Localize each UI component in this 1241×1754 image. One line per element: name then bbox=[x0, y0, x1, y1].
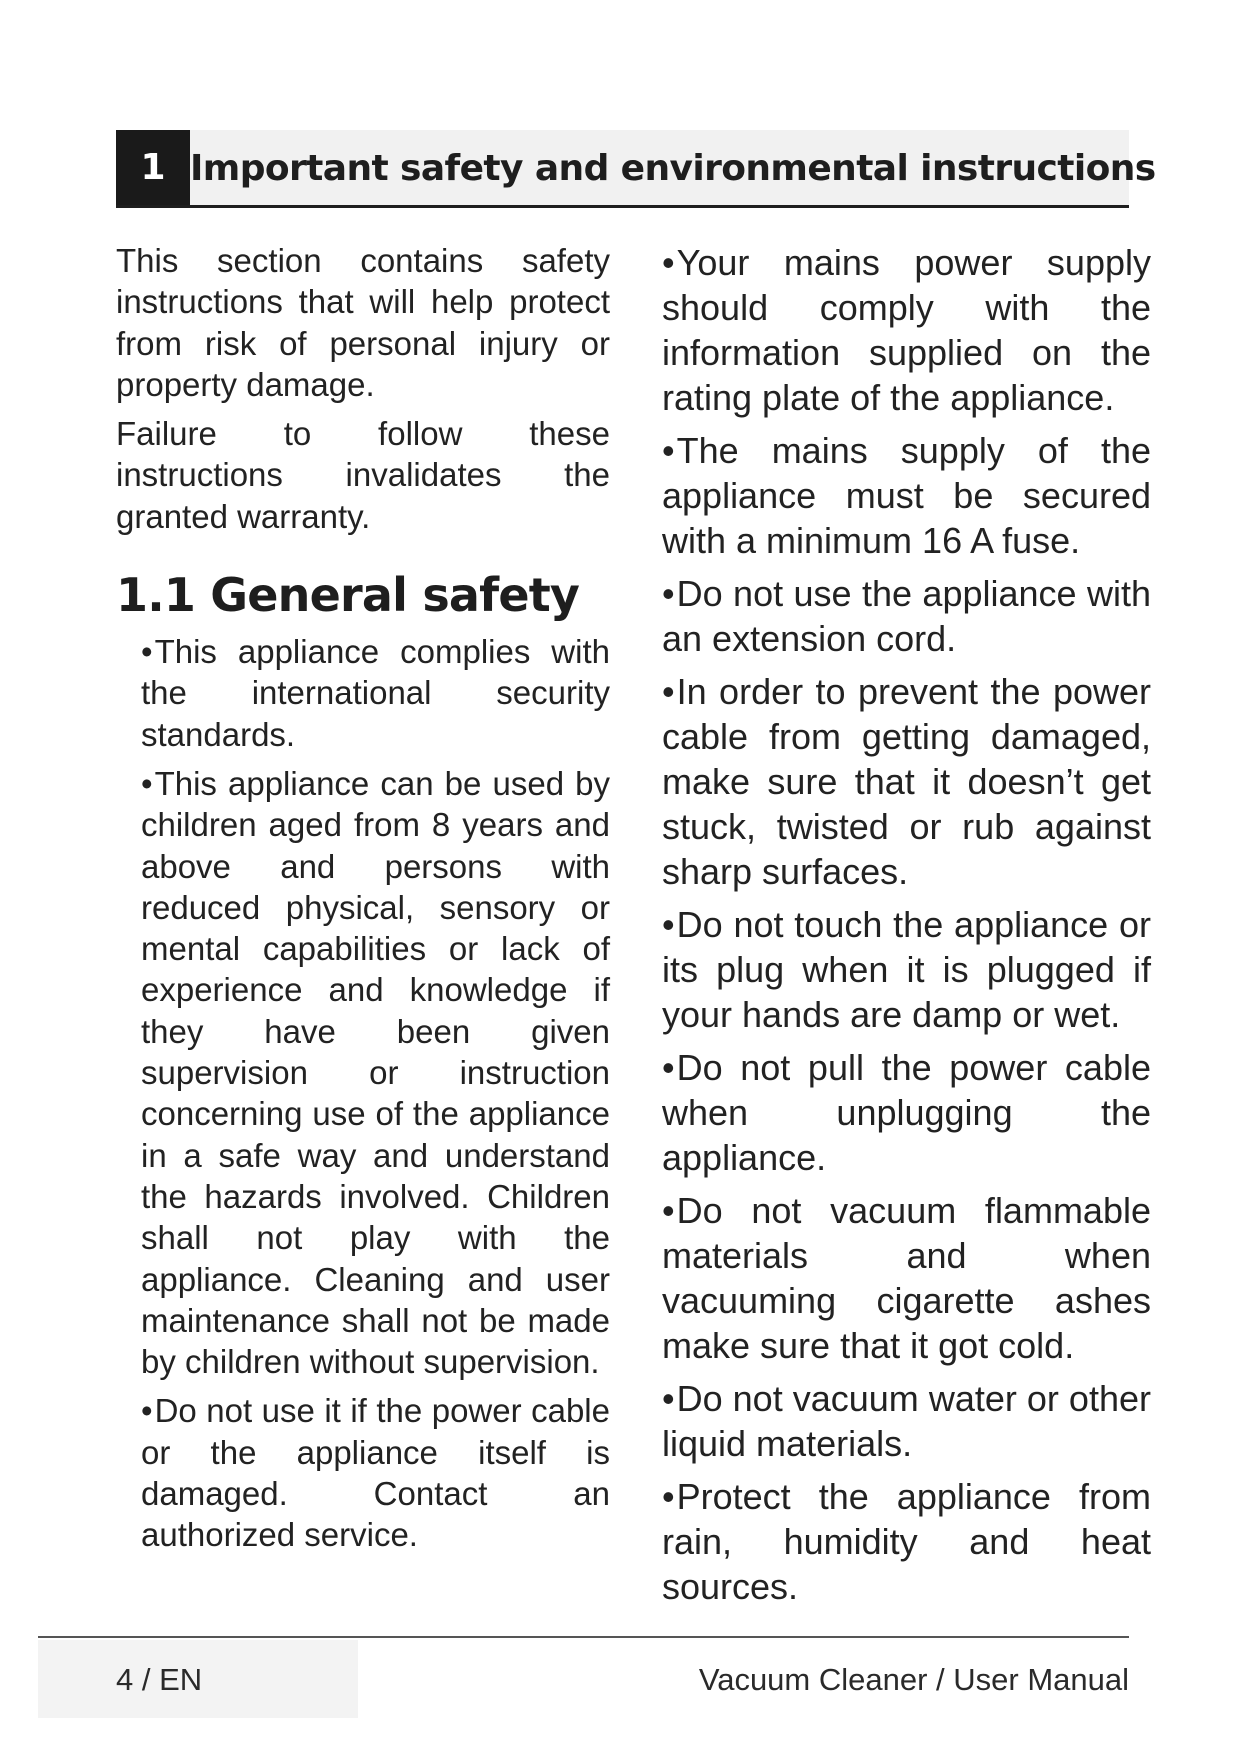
safety-item-text: Do not use the appliance with an extension cord. bbox=[662, 573, 1151, 659]
safety-item bbox=[141, 1390, 610, 1555]
safety-item-text: Do not use it if the power cable or the appliance itself is damaged. Contact an authorized service. bbox=[141, 1392, 610, 1554]
safety-item bbox=[662, 428, 1151, 563]
safety-item bbox=[662, 1474, 1151, 1609]
safety-item-text: Do not pull the power cable when unplugging the appliance. bbox=[662, 1047, 1151, 1178]
right-column bbox=[662, 240, 1151, 1617]
bullet-icon: • bbox=[662, 430, 675, 471]
left-column bbox=[116, 240, 610, 1564]
safety-item bbox=[141, 763, 610, 1382]
page-number: 4 / EN bbox=[116, 1662, 203, 1697]
safety-item bbox=[662, 1188, 1151, 1368]
safety-item bbox=[662, 1045, 1151, 1180]
intro-paragraph: Failure to follow these instructions invalidates the granted warranty. bbox=[116, 415, 610, 535]
safety-item-text: In order to prevent the power cable from getting damaged, make sure that it doesn’t get stuck, twisted or rub against sharp surfaces. bbox=[662, 671, 1151, 892]
safety-item bbox=[662, 571, 1151, 661]
safety-item-text: This appliance can be used by children aged from 8 years and above and persons with reduced physical, sensory or mental capabilities or lack of experience and knowledge if they have been given supervision or instruction concerning use of the appliance in a safe way and understand the hazards involved. Children shall not play with the appliance. Cleaning and user maintenance shall not be made by children without supervision. bbox=[141, 764, 610, 1381]
intro-paragraph: This section contains safety instructions that will help protect from risk of personal injury or property damage. bbox=[116, 242, 610, 403]
safety-item-text: The mains supply of the appliance must be secured with a minimum 16 A fuse. bbox=[662, 430, 1151, 561]
bullet-icon: • bbox=[662, 1047, 675, 1088]
bullet-icon: • bbox=[141, 1392, 153, 1430]
bullet-icon: • bbox=[662, 573, 675, 614]
bullet-icon: • bbox=[141, 764, 153, 802]
safety-item-text: Protect the appliance from rain, humidity and heat sources. bbox=[662, 1476, 1151, 1607]
bullet-icon: • bbox=[662, 242, 675, 283]
section-number: 1 bbox=[116, 130, 190, 205]
manual-title: Vacuum Cleaner / User Manual bbox=[698, 1662, 1129, 1697]
section-header bbox=[116, 130, 1156, 208]
safety-item-text: Do not vacuum flammable materials and when vacuuming cigarette ashes make sure that it got cold. bbox=[662, 1190, 1151, 1366]
safety-item bbox=[141, 631, 610, 755]
bullet-icon: • bbox=[662, 1190, 675, 1231]
safety-item bbox=[662, 240, 1151, 420]
safety-item bbox=[662, 902, 1151, 1037]
footer-divider bbox=[38, 1636, 1129, 1638]
safety-item-text: Do not vacuum water or other liquid materials. bbox=[662, 1378, 1151, 1464]
safety-item-text: This appliance complies with the international security standards. bbox=[141, 633, 610, 753]
bullet-icon: • bbox=[662, 1378, 675, 1419]
bullet-icon: • bbox=[141, 633, 153, 671]
bullet-icon: • bbox=[662, 1476, 675, 1517]
section-title: Important safety and environmental instructions bbox=[190, 148, 1156, 189]
safety-item bbox=[662, 669, 1151, 894]
bullet-icon: • bbox=[662, 904, 675, 945]
safety-item bbox=[662, 1376, 1151, 1466]
safety-item-text: Your mains power supply should comply with the information supplied on the rating plate of the appliance. bbox=[662, 242, 1151, 418]
subsection-heading: 1.1 General safety bbox=[116, 568, 580, 623]
safety-item-text: Do not touch the appliance or its plug when it is plugged if your hands are damp or wet. bbox=[662, 904, 1151, 1035]
bullet-icon: • bbox=[662, 671, 675, 712]
